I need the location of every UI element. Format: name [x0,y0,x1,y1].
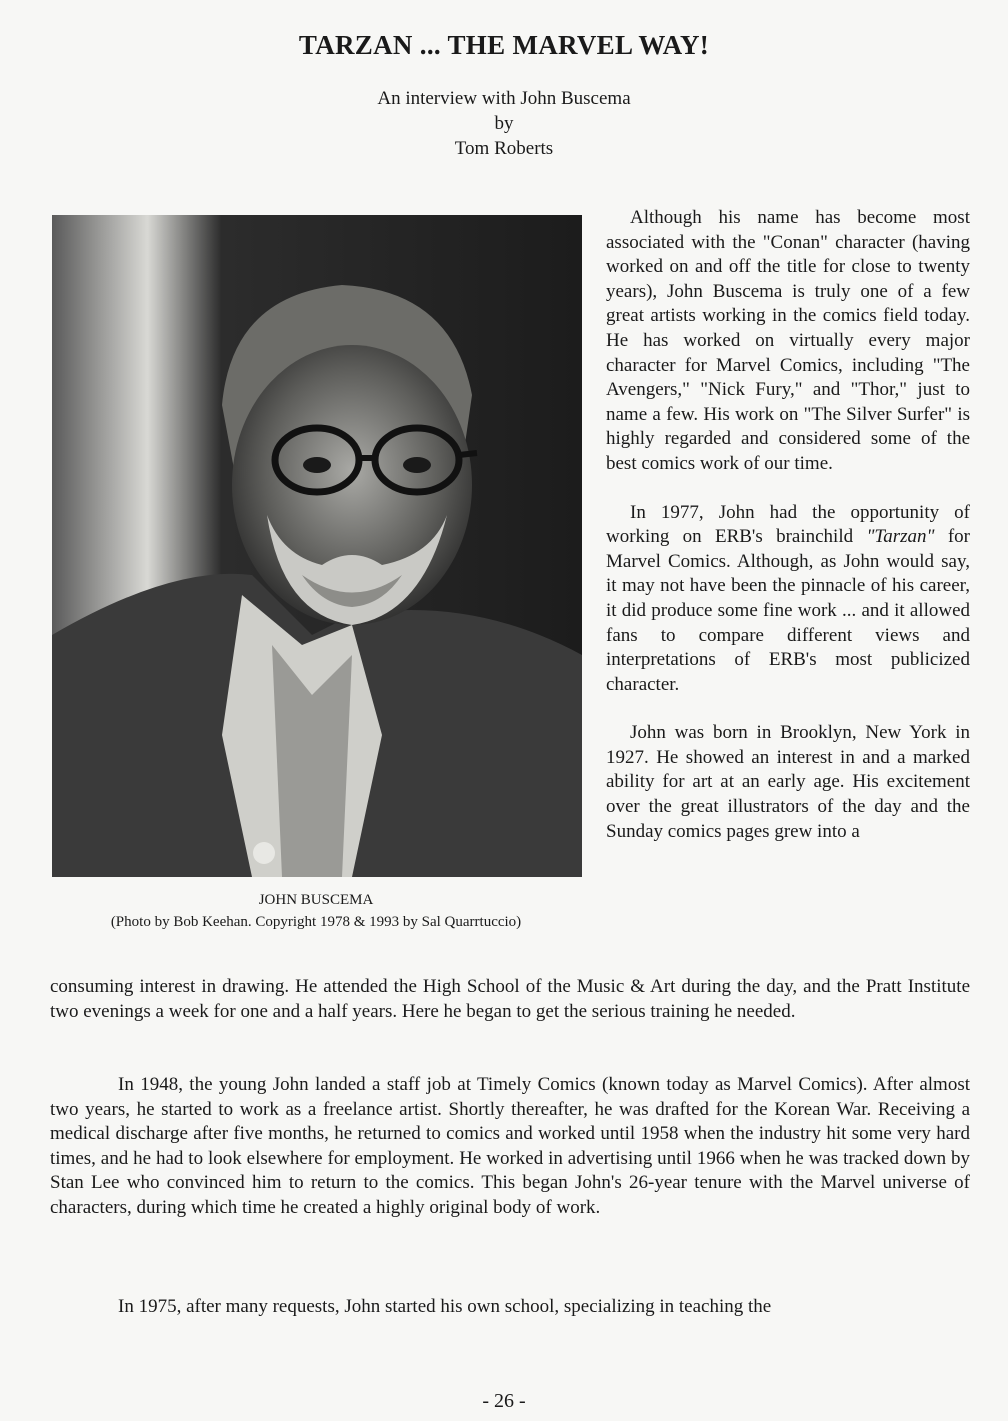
caption-credit: (Photo by Bob Keehan. Copyright 1978 & 1993 by Sal Quarrtuccio) [110,914,522,930]
page-number: - 26 - [482,1390,526,1412]
tarzan-title: "Tarzan" [866,526,935,548]
portrait-illustration [52,215,582,877]
paragraph-2-a: In 1977, John had the opportunity of working on ERB's brainchild [606,501,970,548]
paragraph-3-start: John was born in Brooklyn, New York in 1927. He showed an interest in and a marked ability for art at an early age. His excitement over the great illustrators of the day and the Sunday comics pages grew into a [606,722,970,842]
article-column [606,206,970,844]
paragraph-5: In 1975, after many requests, John started his own school, specializing in teaching the [118,1296,772,1317]
author-name: Tom Roberts [454,138,554,159]
paragraph-4: In 1948, the young John landed a staff job at Timely Comics (known today as Marvel Comics). After almost two years, he started to work as a freelance artist. Shortly thereafter, he was drafted for the Korean War. Receiving a medical discharge after five months, he returned to comics and worked until 1958 when the industry hit some very hard times, and he had to look elsewhere for employment. He worked in advertising until 1966 when he was tracked down by Stan Lee who convinced him to return to the comics. This began John's 26-year tenure with the Marvel universe of characters, during which time he created a highly original body of work. [50,1074,970,1218]
paragraph-2-b: for Marvel Comics. Although, as John would say, it may not have been the pinnacle of his career, it did produce some fine work ... and it allowed fans to compare different views and interpretations of ERB's most publicized character. [606,526,970,695]
subtitle: An interview with John Buscema [377,88,631,109]
article-title: TARZAN ... THE MARVEL WAY! [298,30,710,60]
caption-name: JOHN BUSCEMA [258,892,374,908]
paragraph-1: Although his name has become most associated with the "Conan" character (having worked on and off the title for close to twenty years), John Buscema is truly one of a few great artists working in the comics field today. He has worked on virtually every major character for Marvel Comics, including "The Avengers," "Nick Fury," and "Thor," just to name a few. His work on "The Silver Surfer" is highly regarded and considered some of the best comics work of our time. [606,207,970,474]
portrait-photo [52,215,582,877]
byline [0,86,1008,161]
photo-caption [36,889,596,933]
paragraph-3-end: consuming interest in drawing. He attended the High School of the Music & Art during the day, and the Pratt Institute two evenings a week for one and a half years. Here he began to get the serious training he needed. [50,976,970,1022]
byline-by: by [494,113,514,134]
paragraph-2 [606,501,970,698]
